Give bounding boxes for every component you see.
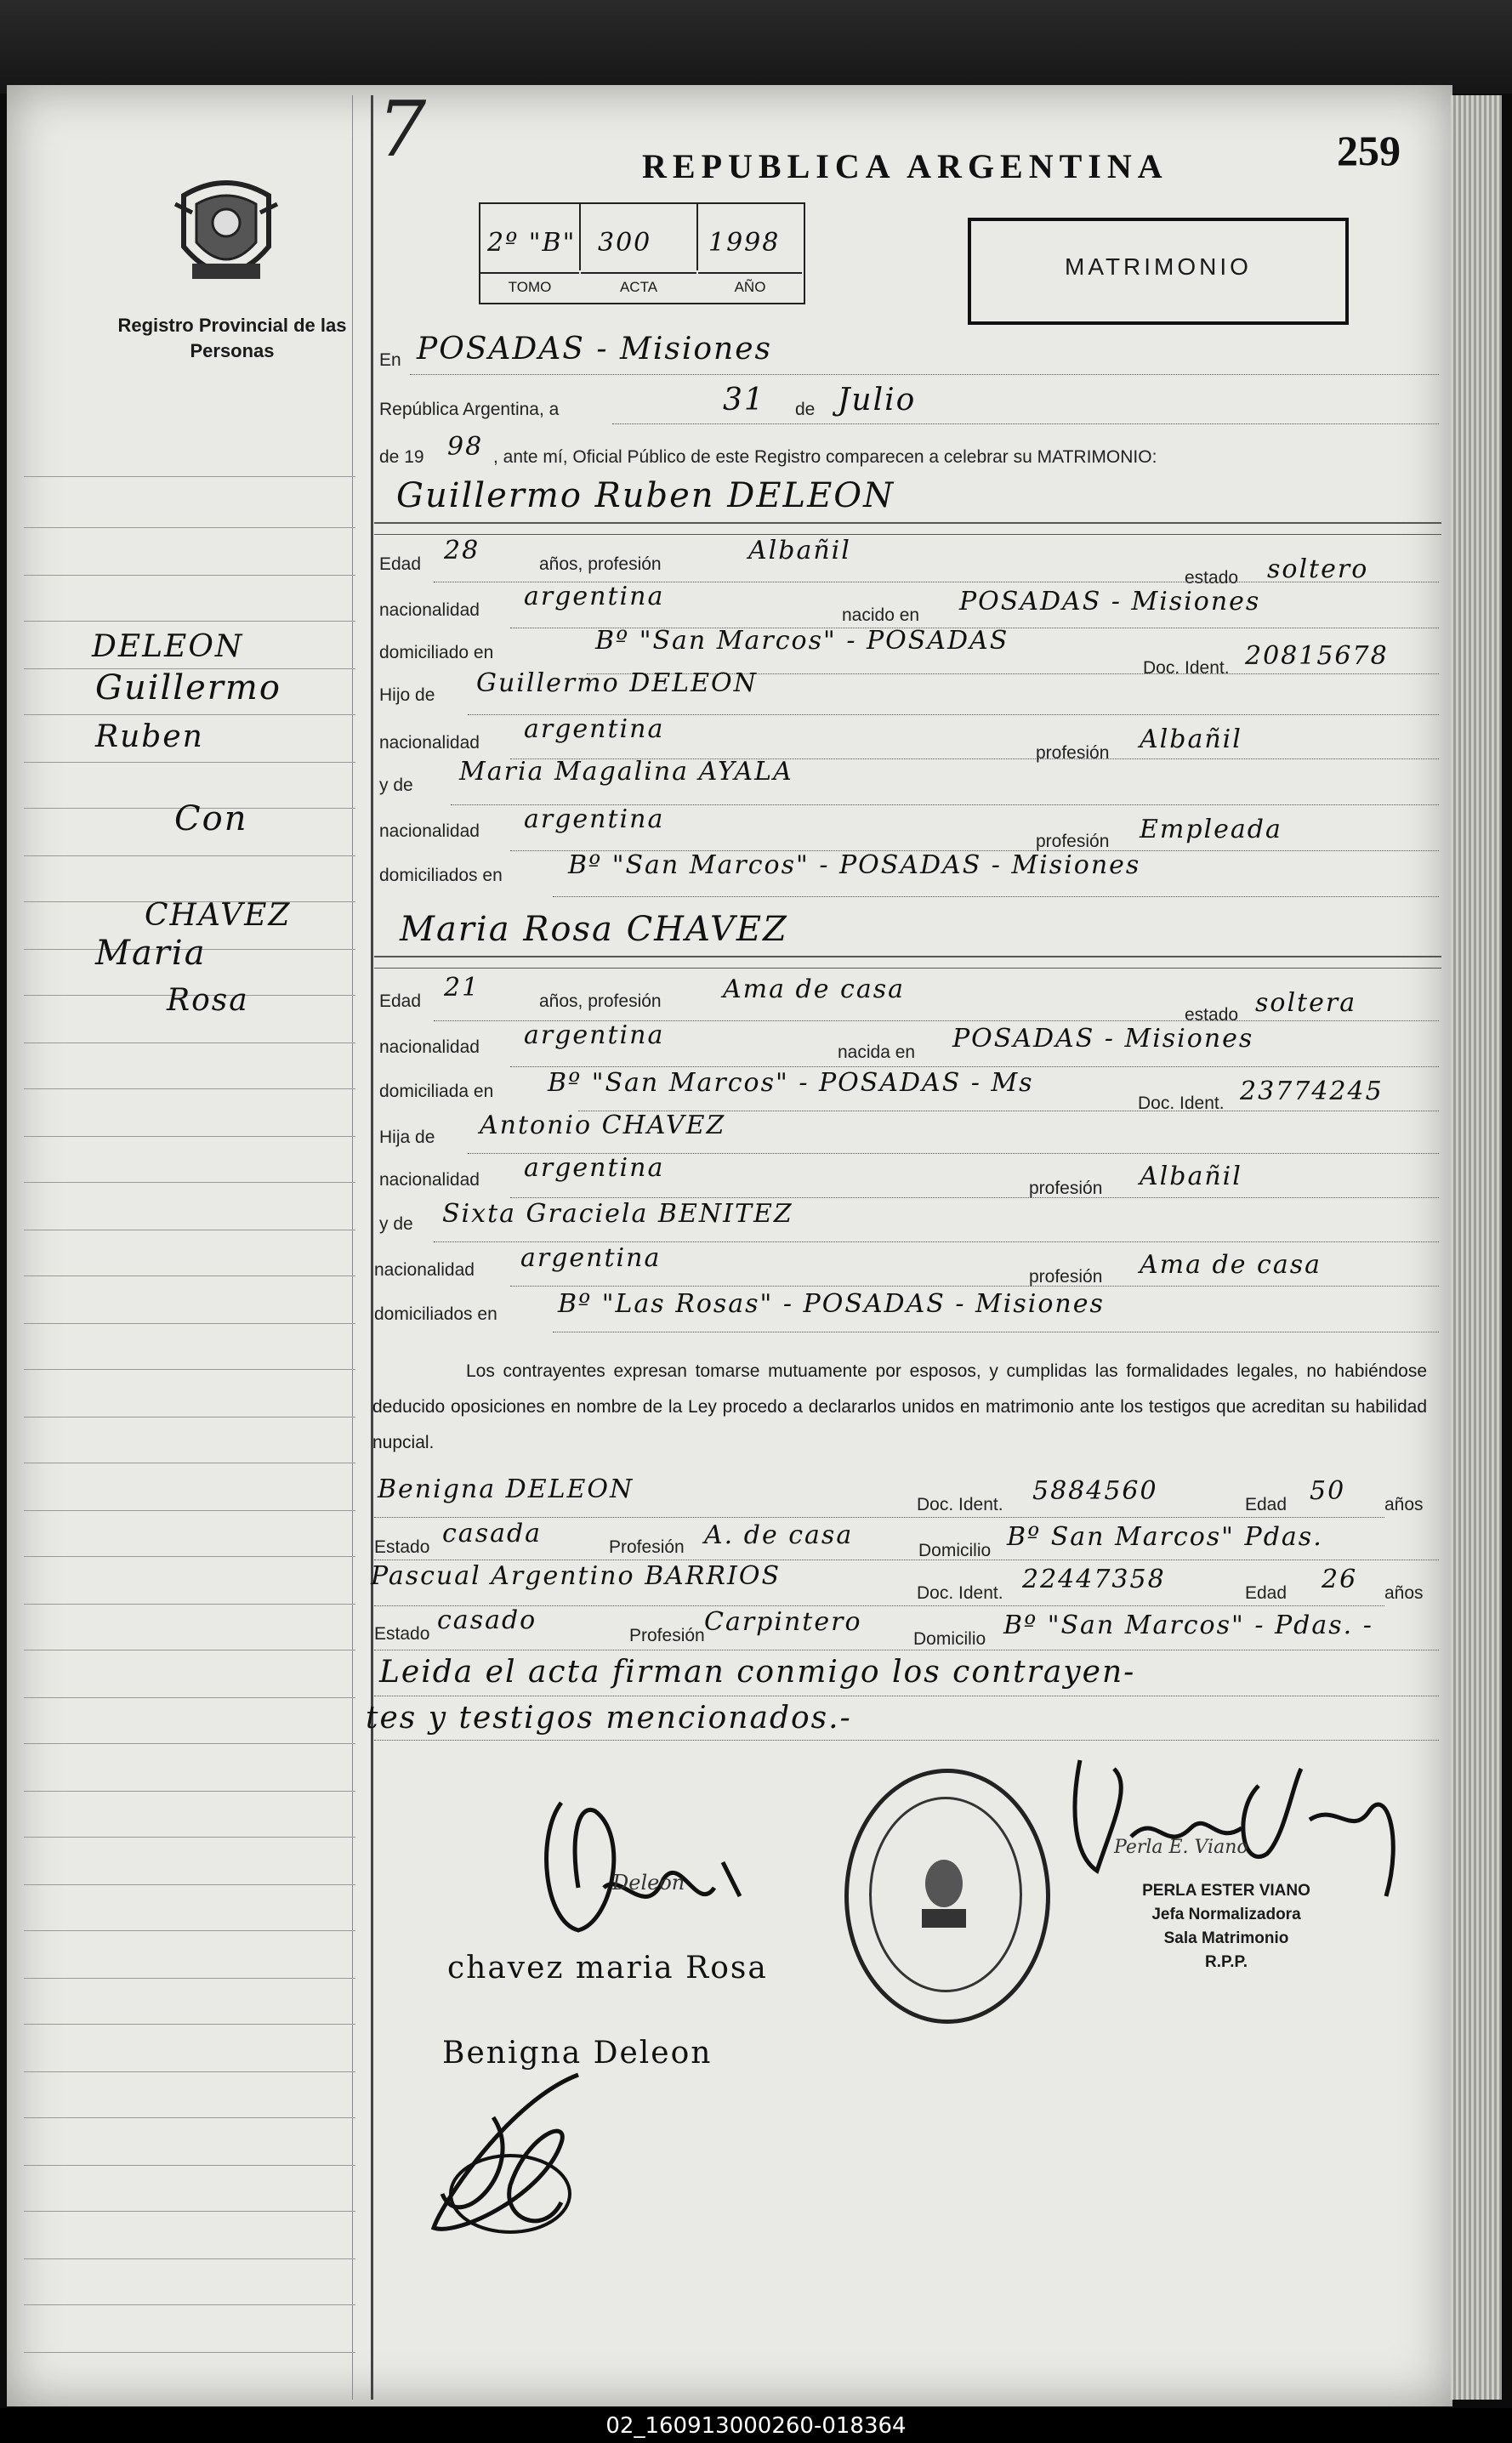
acta-label: ACTA	[581, 272, 696, 301]
bride-domicilio-label: domiciliada en	[379, 1082, 494, 1101]
margin-line	[24, 2024, 355, 2025]
groom-nacionalidad-label: nacionalidad	[379, 600, 480, 620]
groom-age: 28	[444, 536, 480, 565]
bride-hija-label: Hija de	[379, 1128, 435, 1147]
margin-line	[24, 1510, 355, 1511]
margin-line	[24, 1323, 355, 1324]
groom-anos-prof-label: años, profesión	[539, 554, 662, 574]
witness2-doc: 22447358	[1022, 1565, 1166, 1594]
groom-mother-nationality: argentina	[524, 804, 665, 834]
scan-background-top	[0, 0, 1512, 94]
margin-line	[24, 1837, 355, 1838]
groom-nationality: argentina	[524, 582, 665, 611]
groom-father-name: Guillermo DELEON	[476, 668, 758, 698]
margin-line	[24, 1791, 355, 1792]
margin-line	[24, 575, 355, 576]
margin-groom-surname: DELEON	[92, 629, 244, 664]
witness1-anos-label: años	[1384, 1495, 1424, 1514]
margin-line	[24, 1604, 355, 1605]
margin-line	[24, 855, 355, 856]
margin-line	[24, 621, 355, 622]
record-type-box	[968, 218, 1349, 325]
margin-line	[24, 1884, 355, 1885]
witness1-edad-label: Edad	[1245, 1495, 1287, 1514]
bride-edad-label: Edad	[379, 991, 422, 1011]
groom-full-name: Guillermo Ruben DELEON	[396, 476, 895, 515]
witness1-prof-label: Profesión	[609, 1537, 685, 1557]
groom-father-prof-label: profesión	[1036, 743, 1110, 763]
ano-cell	[698, 204, 802, 270]
second-witness-signature-mark	[408, 2066, 638, 2253]
bride-profession: Ama de casa	[723, 974, 905, 1004]
de-label: de	[795, 400, 816, 419]
country-title: REPUBLICA ARGENTINA	[642, 147, 1168, 185]
page-number: 259	[1337, 127, 1401, 174]
fill-line	[434, 1241, 1439, 1242]
groom-doc-number: 20815678	[1245, 641, 1389, 671]
groom-hijo-label: Hijo de	[379, 685, 435, 705]
groom-mother-prof-label: profesión	[1036, 832, 1110, 851]
groom-mother-profession: Empleada	[1140, 815, 1282, 844]
margin-line	[24, 476, 355, 477]
official-name: PERLA ESTER VIANO	[1142, 1882, 1310, 1900]
registry-name: Registro Provincial de las Personas	[117, 315, 347, 361]
official-title-2: Sala Matrimonio	[1163, 1929, 1289, 1947]
fill-line	[510, 1286, 1439, 1287]
witness2-doc-label: Doc. Ident.	[917, 1583, 1003, 1603]
witness2-edad-label: Edad	[1245, 1583, 1287, 1603]
bride-anos-prof-label: años, profesión	[539, 991, 662, 1011]
seal-emblem-icon	[910, 1849, 978, 1935]
bride-nacionalidad-label: nacionalidad	[379, 1037, 480, 1057]
groom-nacido-label: nacido en	[842, 605, 920, 625]
fill-line	[553, 896, 1439, 897]
witness2-name: Pascual Argentino BARRIOS	[371, 1561, 781, 1591]
witness1-doc: 5884560	[1032, 1476, 1158, 1506]
margin-line	[24, 2117, 355, 2118]
groom-domicilio-label: domiciliado en	[379, 643, 494, 662]
margin-groom-given: Guillermo	[95, 668, 281, 707]
witness2-estado-label: Estado	[374, 1624, 430, 1644]
folio-check-mark: 7	[378, 85, 427, 174]
margin-rule-thin	[352, 95, 353, 2400]
margin-line	[24, 1182, 355, 1183]
margin-bride-given: Maria	[95, 934, 207, 973]
witness1-address: Bº San Marcos" Pdas.	[1007, 1522, 1323, 1552]
witness2-profession: Carpintero	[704, 1607, 862, 1637]
bride-nacida-label: nacida en	[838, 1043, 916, 1062]
fill-line	[374, 1517, 1384, 1518]
official-title-3: R.P.P.	[1204, 1953, 1248, 1971]
ano-value: 1998	[708, 228, 781, 258]
closing-line-1: Leida el acta firman conmigo los contrayen-	[379, 1655, 1136, 1690]
groom-father-profession: Albañil	[1140, 724, 1242, 754]
month: Julio	[838, 383, 917, 418]
witness1-doc-label: Doc. Ident.	[917, 1495, 1003, 1514]
tomo-label: TOMO	[480, 272, 579, 301]
groom-estado-label: estado	[1185, 568, 1239, 588]
witness2-age: 26	[1322, 1565, 1358, 1594]
margin-line	[24, 1743, 355, 1744]
bride-estado-label: estado	[1185, 1005, 1239, 1025]
bride-father-profession: Albañil	[1140, 1162, 1242, 1191]
witness1-age: 50	[1310, 1476, 1346, 1506]
witness-signature: Benigna Deleon	[442, 2036, 713, 2071]
witness2-address: Bº "San Marcos" - Pdas. -	[1003, 1611, 1373, 1640]
separator	[374, 522, 1441, 524]
margin-line	[24, 1136, 355, 1137]
bride-mother-prof-label: profesión	[1029, 1267, 1103, 1287]
witness1-dom-label: Domicilio	[918, 1541, 992, 1560]
bride-signature: chavez maria Rosa	[447, 1951, 768, 1986]
margin-rule	[371, 95, 373, 2400]
groom-doc-label: Doc. Ident.	[1143, 658, 1230, 678]
bride-father-nat-label: nacionalidad	[379, 1170, 480, 1190]
witness1-status: casada	[442, 1519, 543, 1548]
margin-line	[24, 1697, 355, 1698]
ano-label: AÑO	[698, 272, 802, 301]
republica-label: República Argentina, a	[379, 400, 560, 419]
groom-profession: Albañil	[748, 536, 851, 565]
separator	[374, 968, 1441, 969]
bride-mother-nationality: argentina	[520, 1243, 662, 1273]
groom-marital-status: soltero	[1267, 554, 1369, 584]
tomo-value: 2º "B"	[487, 228, 577, 258]
image-id: 02_160913000260-018364	[605, 2413, 907, 2439]
witness1-estado-label: Estado	[374, 1537, 430, 1557]
witness1-name: Benigna DELEON	[378, 1474, 634, 1504]
bride-father-nationality: argentina	[524, 1153, 665, 1183]
tomo-cell	[480, 204, 581, 270]
separator	[374, 956, 1441, 957]
margin-line	[24, 2352, 355, 2353]
margin-line	[24, 527, 355, 528]
year-prefix: de 19	[379, 447, 424, 467]
witness2-prof-label: Profesión	[629, 1626, 705, 1645]
register-page	[7, 85, 1452, 2406]
margin-line	[24, 2304, 355, 2305]
margin-line	[24, 2258, 355, 2259]
official-title-1: Jefa Normalizadora	[1151, 1906, 1301, 1923]
bride-father-name: Antonio CHAVEZ	[480, 1111, 726, 1140]
acta-cell	[581, 204, 698, 270]
margin-line	[24, 1930, 355, 1931]
official-seal	[844, 1769, 1050, 2024]
margin-line	[24, 1556, 355, 1557]
bride-birthplace: POSADAS - Misiones	[952, 1024, 1254, 1054]
bride-address: Bº "San Marcos" - POSADAS - Ms	[548, 1068, 1034, 1098]
witness2-anos-label: años	[1384, 1583, 1424, 1603]
bride-doc-label: Doc. Ident.	[1138, 1094, 1225, 1113]
record-type: MATRIMONIO	[1065, 253, 1252, 280]
separator	[374, 534, 1441, 535]
groom-edad-label: Edad	[379, 554, 422, 574]
bride-full-name: Maria Rosa CHAVEZ	[400, 910, 788, 949]
official-stamp	[1073, 1879, 1379, 1974]
witness1-profession: A. de casa	[704, 1520, 854, 1550]
margin-bride-surname: CHAVEZ	[145, 898, 292, 933]
closing-line-2: tes y testigos mencionados.-	[366, 1701, 852, 1736]
tomo-acta-ano-table	[479, 202, 805, 304]
provincial-crest-icon	[167, 170, 286, 298]
margin-line	[24, 2211, 355, 2212]
margin-groom-given2: Ruben	[95, 719, 204, 754]
acta-value: 300	[598, 228, 652, 258]
bride-y-de-label: y de	[379, 1214, 413, 1234]
groom-mother-nat-label: nacionalidad	[379, 821, 480, 841]
margin-bride-given2: Rosa	[167, 983, 249, 1018]
groom-y-de-label: y de	[379, 776, 413, 795]
bride-parents-address: Bº "Las Rosas" - POSADAS - Misiones	[558, 1289, 1105, 1319]
groom-birthplace: POSADAS - Misiones	[959, 587, 1261, 616]
en-label: En	[379, 350, 401, 370]
margin-line	[24, 1978, 355, 1979]
groom-father-nat-label: nacionalidad	[379, 733, 480, 753]
bride-nationality: argentina	[524, 1020, 665, 1050]
place: POSADAS - Misiones	[417, 332, 772, 366]
fill-line	[612, 423, 1439, 424]
fill-line	[410, 374, 1439, 375]
bride-mother-name: Sixta Graciela BENITEZ	[442, 1199, 793, 1229]
margin-line	[24, 2165, 355, 2166]
witness2-status: casado	[437, 1605, 537, 1635]
margin-line	[24, 1088, 355, 1089]
bride-mother-nat-label: nacionalidad	[374, 1260, 475, 1280]
groom-signature-mark	[527, 1786, 782, 1947]
margin-con: Con	[174, 799, 248, 838]
groom-address: Bº "San Marcos" - POSADAS	[595, 626, 1009, 656]
bride-doc-number: 23774245	[1240, 1077, 1384, 1106]
margin-line	[24, 2071, 355, 2072]
margin-line	[24, 714, 355, 715]
margin-line	[24, 1417, 355, 1418]
fill-line	[510, 1197, 1439, 1198]
bride-parents-dom-label: domiciliados en	[374, 1304, 497, 1324]
groom-father-nationality: argentina	[524, 714, 665, 744]
bride-mother-profession: Ama de casa	[1140, 1250, 1322, 1280]
groom-mother-name: Maria Magalina AYALA	[459, 757, 793, 787]
fill-line	[510, 1066, 1439, 1067]
groom-parents-address: Bº "San Marcos" - POSADAS - Misiones	[568, 850, 1141, 880]
day: 31	[723, 383, 765, 418]
bride-father-prof-label: profesión	[1029, 1179, 1103, 1198]
witness2-dom-label: Domicilio	[913, 1629, 986, 1649]
official-signature: Perla E. Viano	[1114, 1837, 1248, 1858]
bride-age: 21	[444, 973, 480, 1003]
book-page-edges	[1451, 95, 1502, 2400]
margin-line	[24, 1369, 355, 1370]
declaration-text: Los contrayentes expresan tomarse mutuamente por esposos, y cumplidas las formalidades legales, no habiéndose deducido oposiciones en nombre de la Ley procedo a declararlos unidos en matrimonio ante los testigos que acreditan su habilidad nupcial.	[372, 1361, 1427, 1452]
bride-marital-status: soltera	[1255, 988, 1357, 1018]
margin-line	[24, 1275, 355, 1276]
margin-line	[24, 762, 355, 763]
year-suffix: 98	[447, 432, 484, 462]
appear-text: , ante mí, Oficial Público de este Registro comparecen a celebrar su MATRIMONIO:	[493, 447, 1157, 467]
groom-signature: Deleon	[612, 1871, 685, 1895]
groom-parents-dom-label: domiciliados en	[379, 866, 503, 885]
